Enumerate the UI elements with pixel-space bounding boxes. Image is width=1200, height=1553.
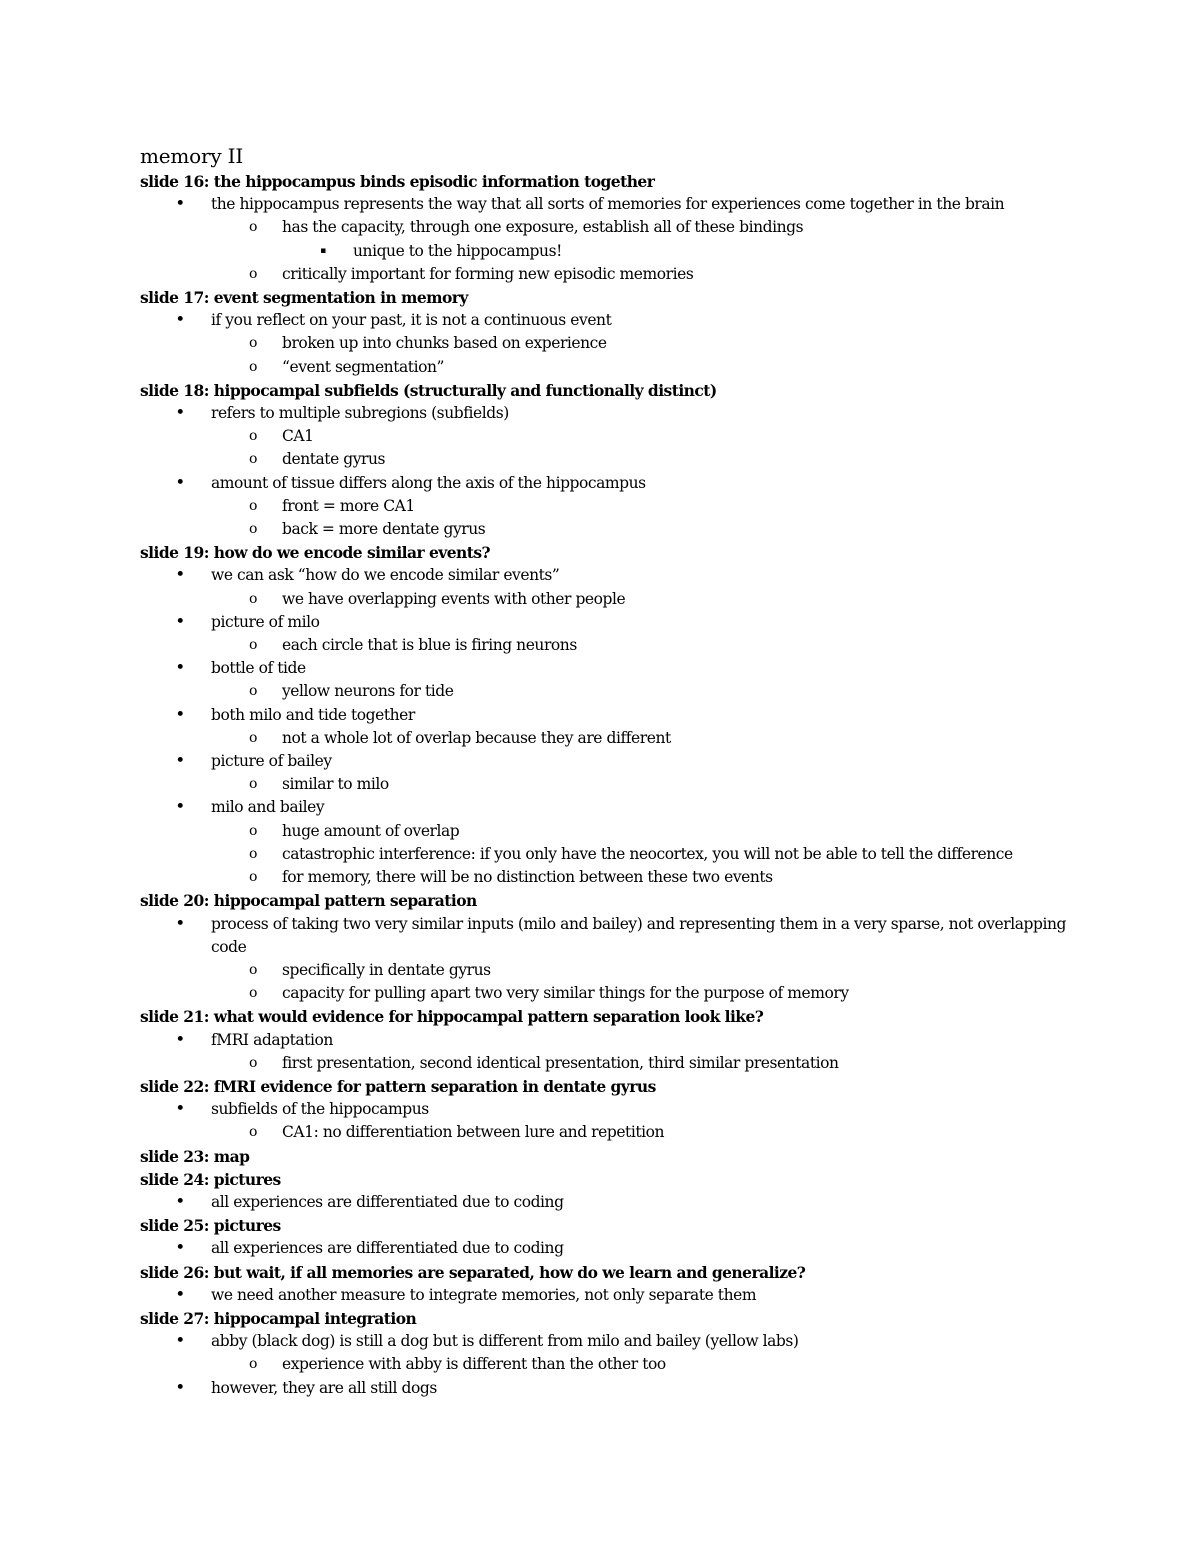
bullet-text: the hippocampus represents the way that all sorts of memories for experiences come together in the brain <box>211 195 1005 214</box>
bullet-text: dentate gyrus <box>282 450 386 469</box>
bullet-item-level-1 <box>140 1098 1080 1121</box>
bullet-item-level-2 <box>140 773 1080 796</box>
bullet-item-level-2 <box>140 216 1080 239</box>
bullet-item-level-1 <box>140 472 1080 495</box>
circle-bullet-icon: o <box>249 637 257 654</box>
slide-section <box>140 1261 1080 1307</box>
circle-bullet-icon: o <box>249 428 257 445</box>
circle-bullet-icon: o <box>249 265 257 282</box>
bullet-text: capacity for pulling apart two very similar things for the purpose of memory <box>282 984 849 1003</box>
bullet-text: we can ask “how do we encode similar events” <box>211 566 560 585</box>
slide-section <box>140 1005 1080 1075</box>
slide-heading: slide 16: the hippocampus binds episodic information together <box>140 172 655 191</box>
disc-bullet-icon: • <box>175 1029 185 1050</box>
circle-bullet-icon: o <box>249 822 257 839</box>
circle-bullet-icon: o <box>249 729 257 746</box>
slide-section <box>140 541 1080 889</box>
disc-bullet-icon: • <box>175 704 185 725</box>
circle-bullet-icon: o <box>249 521 257 538</box>
bullet-item-level-2 <box>140 843 1080 866</box>
bullet-item-level-1 <box>140 402 1080 425</box>
bullet-text: CA1: no differentiation between lure and repetition <box>282 1123 665 1142</box>
bullet-item-level-2 <box>140 1121 1080 1144</box>
circle-bullet-icon: o <box>249 1124 257 1141</box>
bullet-text: yellow neurons for tide <box>282 682 454 701</box>
slide-heading: slide 20: hippocampal pattern separation <box>140 891 477 911</box>
circle-bullet-icon: o <box>249 1054 257 1071</box>
disc-bullet-icon: • <box>175 565 185 586</box>
disc-bullet-icon: • <box>175 751 185 772</box>
bullet-text: for memory, there will be no distinction between these two events <box>282 868 773 887</box>
document-page <box>140 142 1080 1400</box>
bullet-item-level-1 <box>140 611 1080 634</box>
bullet-text: abby (black dog) is still a dog but is different from milo and bailey (yellow labs) <box>211 1332 799 1351</box>
bullet-text: both milo and tide together <box>211 705 415 724</box>
circle-bullet-icon: o <box>249 1356 257 1373</box>
bullet-text: subfields of the hippocampus <box>211 1100 429 1119</box>
circle-bullet-icon: o <box>249 683 257 700</box>
disc-bullet-icon: • <box>175 913 185 934</box>
document-title: memory II <box>140 144 244 168</box>
bullet-item-level-2 <box>140 982 1080 1005</box>
slide-section <box>140 286 1080 379</box>
disc-bullet-icon: • <box>175 1191 185 1212</box>
bullet-text: if you reflect on your past, it is not a continuous event <box>211 311 612 330</box>
disc-bullet-icon: • <box>175 658 185 679</box>
bullet-item-level-1 <box>140 704 1080 727</box>
bullet-item-level-1 <box>140 913 1080 959</box>
circle-bullet-icon: o <box>249 335 257 352</box>
bullet-text: fMRI adaptation <box>211 1030 333 1049</box>
slide-heading: slide 24: pictures <box>140 1169 281 1189</box>
slide-heading: slide 26: but wait, if all memories are separated, how do we learn and generalize? <box>140 1262 806 1282</box>
slide-heading: slide 22: fMRI evidence for pattern separation in dentate gyrus <box>140 1076 656 1096</box>
bullet-item-level-1 <box>140 1191 1080 1214</box>
circle-bullet-icon: o <box>249 219 257 236</box>
disc-bullet-icon: • <box>175 1099 185 1120</box>
bullet-item-level-1 <box>140 1284 1080 1307</box>
disc-bullet-icon: • <box>175 1238 185 1259</box>
bullet-text: “event segmentation” <box>282 357 444 376</box>
slide-heading: slide 23: map <box>140 1146 250 1166</box>
circle-bullet-icon: o <box>249 776 257 793</box>
slide-heading: slide 27: hippocampal integration <box>140 1308 417 1328</box>
bullet-text: however, they are all still dogs <box>211 1378 437 1397</box>
bullet-item-level-1 <box>140 309 1080 332</box>
bullet-text: all experiences are differentiated due to coding <box>211 1192 564 1211</box>
bullet-item-level-1 <box>140 1377 1080 1400</box>
bullet-item-level-3 <box>140 240 1080 263</box>
bullet-text: amount of tissue differs along the axis of the hippocampus <box>211 473 646 492</box>
circle-bullet-icon: o <box>249 845 257 862</box>
circle-bullet-icon: o <box>249 451 257 468</box>
bullet-item-level-1 <box>140 1237 1080 1260</box>
circle-bullet-icon: o <box>249 497 257 514</box>
slide-heading: slide 21: what would evidence for hippocampal pattern separation look like? <box>140 1007 764 1027</box>
bullet-item-level-2 <box>140 356 1080 379</box>
bullet-text: process of taking two very similar inputs (milo and bailey) and representing them in a very sparse, not overlapping code <box>211 914 1066 956</box>
slide-section <box>140 1307 1080 1400</box>
bullet-text: not a whole lot of overlap because they are different <box>282 728 671 747</box>
bullet-text: first presentation, second identical presentation, third similar presentation <box>282 1053 839 1072</box>
disc-bullet-icon: • <box>175 1331 185 1352</box>
bullet-item-level-2 <box>140 727 1080 750</box>
disc-bullet-icon: • <box>175 611 185 632</box>
slide-section <box>140 889 1080 1005</box>
bullet-text: each circle that is blue is firing neurons <box>282 636 577 655</box>
bullet-item-level-1 <box>140 796 1080 819</box>
bullet-text: huge amount of overlap <box>282 821 460 840</box>
slide-heading: slide 25: pictures <box>140 1216 281 1236</box>
bullet-item-level-1 <box>140 564 1080 587</box>
bullet-item-level-2 <box>140 866 1080 889</box>
bullet-item-level-2 <box>140 448 1080 471</box>
slide-section <box>140 1145 1080 1168</box>
disc-bullet-icon: • <box>175 1377 185 1398</box>
bullet-text: critically important for forming new episodic memories <box>282 264 694 283</box>
disc-bullet-icon: • <box>175 194 185 215</box>
bullet-item-level-2 <box>140 263 1080 286</box>
disc-bullet-icon: • <box>175 797 185 818</box>
square-bullet-icon: ▪ <box>320 245 326 256</box>
slide-section <box>140 170 1080 286</box>
bullet-item-level-2 <box>140 495 1080 518</box>
bullet-item-level-2 <box>140 588 1080 611</box>
disc-bullet-icon: • <box>175 472 185 493</box>
bullet-item-level-2 <box>140 634 1080 657</box>
bullet-item-level-2 <box>140 820 1080 843</box>
bullet-text: specifically in dentate gyrus <box>282 960 491 979</box>
bullet-text: we have overlapping events with other people <box>282 589 626 608</box>
notes-body <box>140 170 1080 1400</box>
bullet-item-level-2 <box>140 332 1080 355</box>
bullet-item-level-2 <box>140 680 1080 703</box>
slide-heading: slide 18: hippocampal subfields (structurally and functionally distinct) <box>140 380 717 400</box>
disc-bullet-icon: • <box>175 310 185 331</box>
bullet-text: milo and bailey <box>211 798 325 817</box>
bullet-item-level-2 <box>140 959 1080 982</box>
bullet-text: we need another measure to integrate memories, not only separate them <box>211 1285 757 1304</box>
slide-heading: slide 17: event segmentation in memory <box>140 288 468 308</box>
bullet-text: bottle of tide <box>211 659 306 678</box>
bullet-text: CA1 <box>282 427 314 446</box>
bullet-item-level-2 <box>140 1353 1080 1376</box>
bullet-item-level-1 <box>140 657 1080 680</box>
slide-section <box>140 1075 1080 1145</box>
bullet-item-level-1 <box>140 193 1080 216</box>
bullet-text: front = more CA1 <box>282 496 415 515</box>
circle-bullet-icon: o <box>249 590 257 607</box>
bullet-text: experience with abby is different than the other too <box>282 1355 666 1374</box>
bullet-text: has the capacity, through one exposure, establish all of these bindings <box>282 218 804 237</box>
bullet-item-level-2 <box>140 1052 1080 1075</box>
slide-section <box>140 1214 1080 1260</box>
slide-heading: slide 19: how do we encode similar events? <box>140 543 491 563</box>
bullet-text: picture of bailey <box>211 752 332 771</box>
bullet-item-level-1 <box>140 1330 1080 1353</box>
bullet-text: catastrophic interference: if you only have the neocortex, you will not be able to tell the difference <box>282 844 1013 863</box>
bullet-text: broken up into chunks based on experience <box>282 334 607 353</box>
bullet-item-level-2 <box>140 518 1080 541</box>
bullet-text: all experiences are differentiated due to coding <box>211 1239 564 1258</box>
disc-bullet-icon: • <box>175 403 185 424</box>
bullet-item-level-1 <box>140 1029 1080 1052</box>
circle-bullet-icon: o <box>249 961 257 978</box>
circle-bullet-icon: o <box>249 358 257 375</box>
circle-bullet-icon: o <box>249 985 257 1002</box>
bullet-text: unique to the hippocampus! <box>353 241 562 260</box>
slide-section <box>140 379 1080 541</box>
bullet-item-level-1 <box>140 750 1080 773</box>
disc-bullet-icon: • <box>175 1284 185 1305</box>
bullet-text: back = more dentate gyrus <box>282 520 486 539</box>
slide-section <box>140 1168 1080 1214</box>
bullet-text: refers to multiple subregions (subfields) <box>211 404 509 423</box>
bullet-text: similar to milo <box>282 775 389 794</box>
bullet-item-level-2 <box>140 425 1080 448</box>
bullet-text: picture of milo <box>211 612 320 631</box>
circle-bullet-icon: o <box>249 869 257 886</box>
